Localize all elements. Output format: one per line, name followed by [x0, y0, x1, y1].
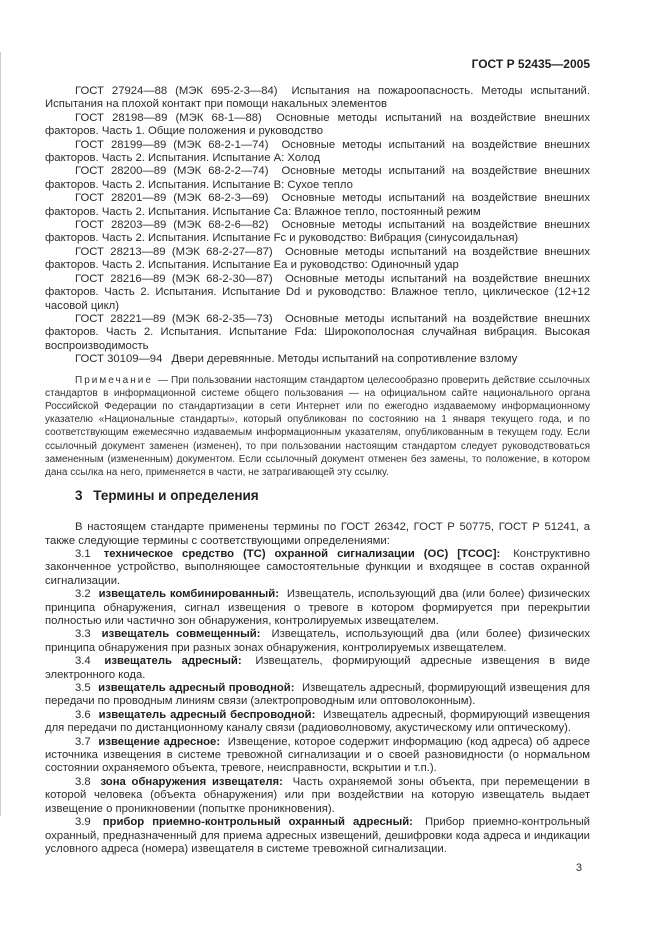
term-number: 3.9: [75, 816, 91, 829]
term-definition: Извещатель, использующий два (или более) физических принципа обнаружения, сигнал извещения о тревоге в котором формируется при перекрытии полностью или частично зон обнаружения, контролируемых извещателем.: [45, 588, 591, 627]
reference-item: [45, 85, 590, 112]
reference-code: ГОСТ 28221—89 (МЭК 68-2-35—73): [75, 312, 273, 325]
note-label: Примечание: [75, 374, 153, 386]
term-item: [45, 816, 590, 856]
reference-title: Основные методы испытаний на воздействие внешних факторов. Часть 2. Испытания. Испытание Ea и руководство: Одиночный удар: [45, 245, 591, 272]
term-definition: Извещатель, формирующий адресные извещения в виде электронного кода.: [45, 655, 590, 681]
term-number: 3.3: [75, 628, 91, 641]
term-item: [45, 655, 590, 682]
terms-list: [45, 548, 590, 856]
term-number: 3.5: [75, 682, 91, 695]
term-definition: Извещение, которое содержит информацию (код адреса) об адресе источника извещения в системе тревожной сигнализации и о своей разновидности (о нормальном состоянии охраняемого объекта, тревоге, неисправности, вскрытии и т.п.).: [45, 735, 591, 775]
term-item: [45, 548, 590, 588]
term-definition: Конструктивно законченное устройство, выполняющее самостоятельные функции и входящее в состав охранной сигнализации.: [45, 547, 591, 587]
term-name: зона обнаружения извещателя:: [100, 775, 283, 788]
reference-title: Испытания на пожароопасность. Методы испытаний. Испытания на плохой контакт при помощи накальных элементов: [45, 85, 591, 111]
section-intro: В настоящем стандарте применены термины по ГОСТ 26342, ГОСТ Р 50775, ГОСТ Р 51241, а также следующие термины с соответствующими определениями:: [45, 521, 590, 547]
term-number: 3.4: [75, 655, 91, 668]
term-number: 3.7: [75, 735, 91, 748]
reference-item: [45, 139, 590, 166]
section-number: 3: [75, 488, 83, 504]
reference-item: [45, 273, 590, 313]
reference-item: [45, 165, 590, 192]
note-paragraph: [45, 374, 590, 480]
references-list: [45, 85, 590, 367]
term-definition: Извещатель, использующий два (или более) физических принципа обнаружения при разных зонах обнаружения, контролируемых извещателем.: [45, 628, 591, 654]
term-number: 3.6: [75, 708, 91, 721]
term-name: извещатель адресный беспроводной:: [98, 708, 316, 721]
term-number: 3.2: [75, 588, 91, 601]
reference-item: [45, 313, 590, 353]
term-item: [45, 628, 590, 655]
note-text: — При пользовании настоящим стандартом целесообразно проверить действие ссылочных стандартов в информационной системе общего пользования — на официальном сайте национального органа Российской Федерации по стандартизации в сети Интернет или по ежегодно издаваемому информационному указателю «Национальные стандарты», который опубликован по состоянию на 1 января текущего года, и по соответствующим ежемесячно издаваемым информационным указателям, опубликованным в текущем году. Если ссылочный документ заменен (изменен), то при пользовании настоящим стандартом следует руководствоваться замененным (измененным) документом. Если ссылочный документ отменен без замены, то положение, в котором дана ссылка на него, применяется в части, не затрагивающей эту ссылку.: [45, 374, 590, 478]
reference-title: Основные методы испытаний на воздействие внешних факторов. Часть 1. Общие положения и руководство: [45, 111, 590, 138]
reference-title: Основные методы испытаний на воздействие внешних факторов. Часть 2. Испытания. Испытание A: Холод: [45, 138, 590, 165]
reference-code: ГОСТ 28203—89 (МЭК 68-2-6—82): [75, 219, 269, 232]
reference-code: ГОСТ 27924—88 (МЭК 695-2-3—84): [75, 85, 278, 97]
reference-item: [45, 219, 590, 246]
term-definition: Извещатель адресный, формирующий извещения для передачи по дистанционному каналу связи (радиоволновому, акустическому или оптическому).: [45, 708, 590, 735]
reference-code: ГОСТ 30109—94: [75, 353, 163, 366]
reference-code: ГОСТ 28199—89 (МЭК 68-2-1—74): [75, 138, 269, 151]
page-header-doc-number: ГОСТ Р 52435—2005: [471, 57, 590, 71]
term-name: извещатель совмещенный:: [101, 628, 261, 641]
reference-code: ГОСТ 28200—89 (МЭК 68-2-2—74): [75, 165, 269, 178]
reference-item: [45, 246, 590, 273]
term-name: извещение адресное:: [98, 735, 221, 748]
reference-title: Основные методы испытаний на воздействие внешних факторов. Часть 2. Испытания. Испытание Ca: Влажное тепло, постоянный режим: [45, 192, 590, 218]
term-name: извещатель адресный проводной:: [98, 682, 295, 695]
term-item: [45, 588, 590, 628]
term-number: 3.8: [75, 775, 91, 788]
term-name: техническое средство (ТС) охранной сигнализации (ОС) [ТСОС]:: [103, 547, 501, 560]
term-number: 3.1: [75, 547, 91, 560]
reference-code: ГОСТ 28213—89 (МЭК 68-2-27—87): [75, 245, 273, 258]
reference-title: Основные методы испытаний на воздействие внешних факторов. Часть 2. Испытания. Испытание B: Сухое тепло: [45, 165, 590, 191]
term-item: [45, 709, 590, 736]
reference-title: Основные методы испытаний на воздействие внешних факторов. Часть 2. Испытания. Испытание Dd и руководство: Влажное тепло, циклическое (12+12 часовой цикл): [45, 272, 591, 312]
term-definition: Извещатель адресный, формирующий извещения для передачи по проводным линиям связи (электропроводным или оптоволоконным).: [45, 682, 590, 708]
scan-edge-line: [0, 52, 1, 816]
reference-title: Основные методы испытаний на воздействие внешних факторов. Часть 2. Испытания. Испытание Fc и руководство: Вибрация (синусоидальная): [45, 219, 590, 245]
reference-item: [45, 192, 590, 219]
term-item: [45, 736, 590, 776]
reference-code: ГОСТ 28216—89 (МЭК 68-2-30—87): [75, 272, 273, 285]
term-name: извещатель адресный:: [104, 655, 242, 668]
term-item: [45, 776, 590, 816]
reference-code: ГОСТ 28198—89 (МЭК 68-1—88): [75, 111, 262, 124]
term-definition: Часть охраняемой зоны объекта, при перемещении в которой человека (объекта обнаружения) или при воздействии на которую извещатель выдает извещение о проникновении (попытке проникновения).: [45, 775, 591, 815]
reference-item: [45, 112, 590, 139]
reference-code: ГОСТ 28201—89 (МЭК 68-2-3—69): [75, 192, 269, 205]
section-heading: [45, 489, 590, 503]
page-number: 3: [575, 862, 582, 875]
reference-item: [45, 353, 590, 366]
term-item: [45, 682, 590, 709]
term-definition: Прибор приемно-контрольный охранный, предназначенный для приема адресных извещений, дешифровки кода адреса и индикации условного адреса (номера) извещателя в системе тревожной сигнализации.: [45, 816, 590, 855]
reference-title: Основные методы испытаний на воздействие внешних факторов. Часть 2. Испытания. Испытание Fda: Широкополосная случайная вибрация. Высокая воспроизводимость: [45, 312, 591, 352]
term-name: извещатель комбинированный:: [98, 588, 279, 601]
reference-title: Двери деревянные. Методы испытаний на сопротивление взлому: [171, 353, 518, 366]
term-name: прибор приемно-контрольный охранный адресный:: [102, 816, 413, 829]
section-title: Термины и определения: [93, 488, 259, 504]
